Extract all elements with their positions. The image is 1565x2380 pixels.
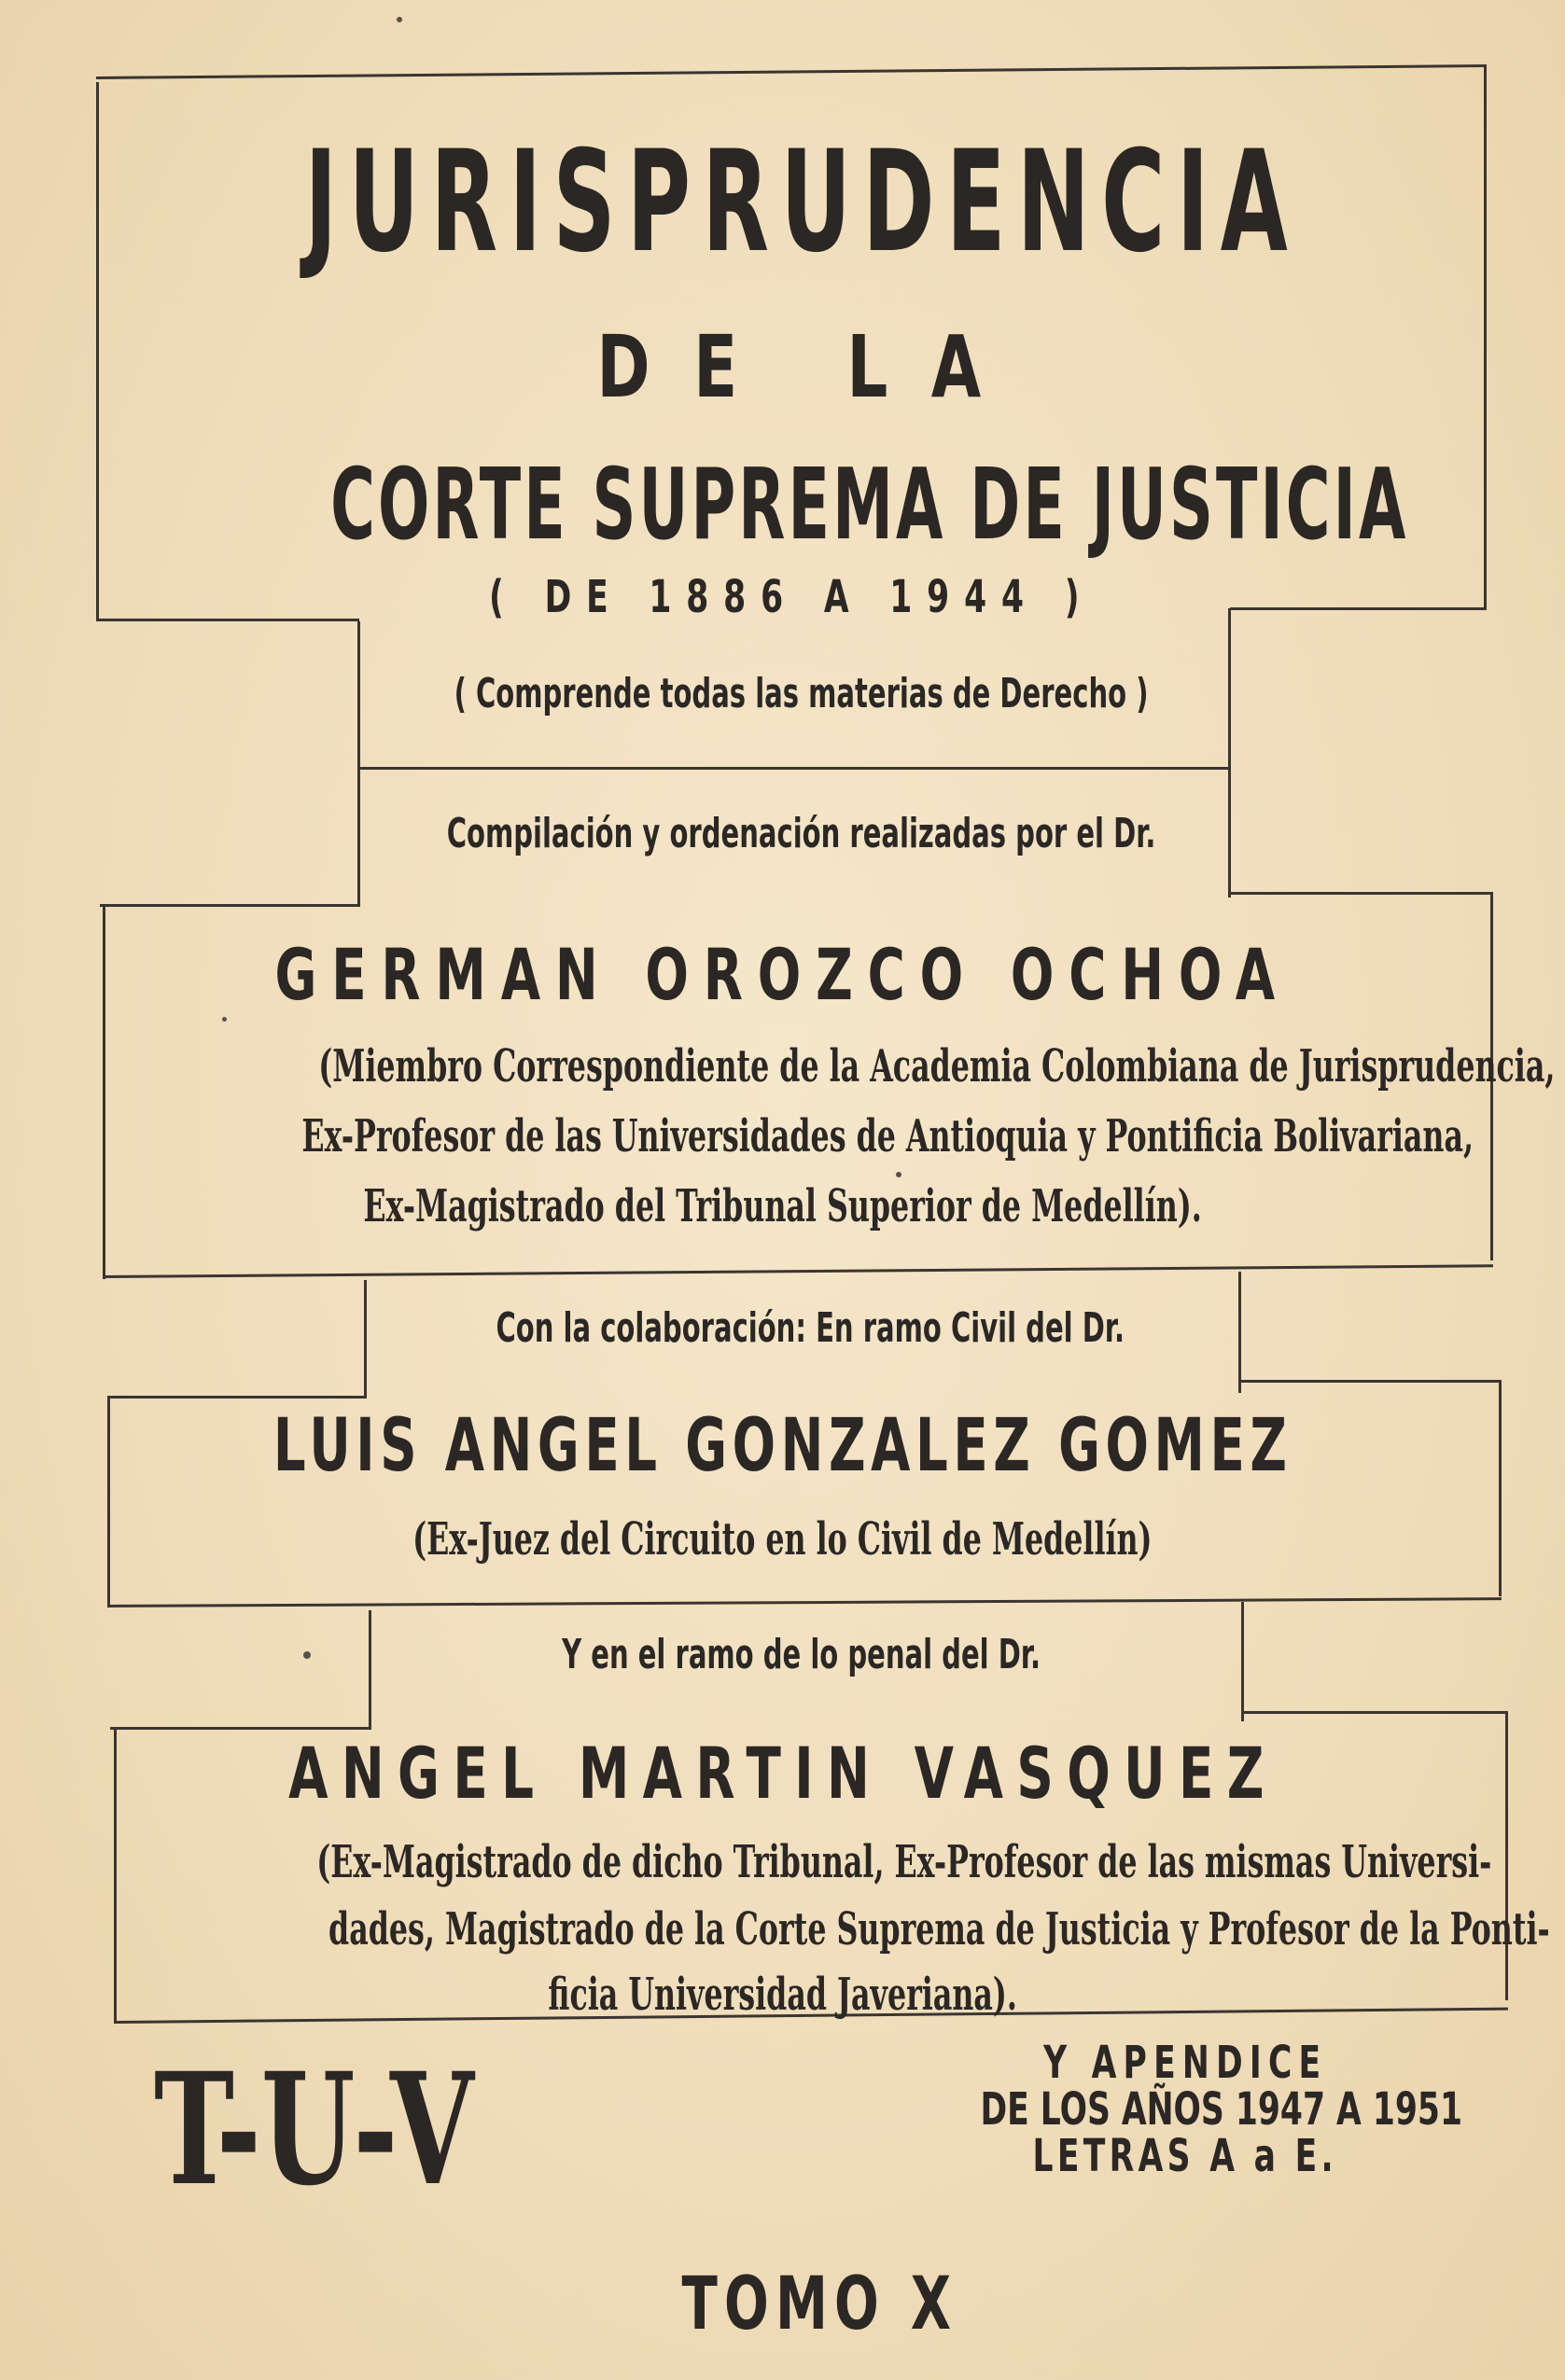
years-text: ( DE 1886 A 1944 ) bbox=[489, 571, 1095, 623]
appendix-text: DE LOS AÑOS 1947 A 1951 bbox=[980, 2083, 1463, 2136]
subjects-text: ( Comprende todas las materias de Derecho ) bbox=[454, 670, 1149, 717]
compiler-intro-text: Compilación y ordenación realizadas por el Dr. bbox=[446, 810, 1156, 857]
penal-credentials-text: (Ex-Magistrado de dicho Tribunal, Ex-Profesor de las mismas Universi- bbox=[316, 1836, 1492, 1888]
penal-box-top-right bbox=[1241, 1711, 1505, 1714]
compiler-credentials-text: (Miembro Correspondiente de la Academia Colombiana de Jurisprudencia, bbox=[318, 1040, 1556, 1093]
court-heading bbox=[0, 448, 1565, 562]
penal-name-text: ANGEL MARTIN VASQUEZ bbox=[287, 1732, 1278, 1815]
compiler-credentials-line bbox=[0, 1180, 1565, 1232]
penal-credentials-line bbox=[14, 1903, 1565, 1955]
de-la-text: DE LA bbox=[596, 317, 1025, 417]
compiler-credentials-line bbox=[0, 1110, 1565, 1162]
compiler-box-bottom bbox=[103, 1264, 1493, 1278]
penal-credentials-text: ficia Universidad Javeriana). bbox=[548, 1969, 1017, 2021]
court-text: CORTE SUPREMA DE JUSTICIA bbox=[330, 448, 1409, 562]
volume-number bbox=[37, 2262, 1565, 2346]
civil-collaborator-credentials bbox=[0, 1513, 1565, 1566]
civil-box-bottom bbox=[107, 1597, 1502, 1608]
compiler-name-text: GERMAN OROZCO OCHOA bbox=[274, 933, 1291, 1016]
volume-letters: T-U-V bbox=[154, 2039, 474, 2220]
main-title-text: JURISPRUDENCIA bbox=[304, 121, 1300, 284]
appendix-text: Y APENDICE bbox=[1042, 2037, 1328, 2089]
ink-speck bbox=[397, 17, 402, 22]
penal-credentials-line bbox=[14, 1836, 1565, 1888]
penal-collaborator-name bbox=[0, 1732, 1565, 1815]
civil-collaborator-name bbox=[0, 1404, 1565, 1488]
penal-credentials-line bbox=[0, 1969, 1565, 2021]
years-range bbox=[9, 571, 1565, 623]
civil-box-top-right bbox=[1238, 1380, 1500, 1383]
penal-credentials-text: dades, Magistrado de la Corte Suprema de Justicia y Profesor de la Ponti- bbox=[328, 1903, 1550, 1955]
compiler-credentials-text: Ex-Magistrado del Tribunal Superior de Medellín). bbox=[363, 1180, 1202, 1232]
penal-intro-text: Y en el ramo de lo penal del Dr. bbox=[562, 1631, 1041, 1678]
civil-name-text: LUIS ANGEL GONZALEZ GOMEZ bbox=[272, 1404, 1293, 1488]
civil-intro-text: Con la colaboración: En ramo Civil del Dr. bbox=[496, 1304, 1125, 1352]
civil-box-top-left bbox=[107, 1396, 367, 1399]
appendix-line bbox=[859, 2130, 1512, 2182]
compiler-intro bbox=[19, 810, 1565, 857]
de-la-heading bbox=[28, 317, 1565, 417]
subject-box-divider bbox=[357, 767, 1228, 770]
civil-credentials-text: (Ex-Juez del Circuito en lo Civil de Medellín) bbox=[412, 1513, 1153, 1566]
compiler-credentials-text: Ex-Profesor de las Universidades de Antioquia y Pontificia Bolivariana, bbox=[301, 1110, 1474, 1162]
appendix-line bbox=[859, 2037, 1512, 2089]
penal-box-top-left bbox=[110, 1727, 371, 1730]
compiler-box-top-left bbox=[100, 904, 359, 907]
civil-collaborator-intro bbox=[28, 1304, 1565, 1352]
volume-text: TOMO X bbox=[681, 2262, 958, 2346]
compiler-name bbox=[0, 933, 1565, 1016]
appendix-line bbox=[887, 2083, 1540, 2136]
compiler-credentials-line bbox=[0, 1040, 1565, 1093]
subject-box-left bbox=[357, 621, 360, 907]
main-title bbox=[0, 121, 1565, 284]
ink-speck bbox=[303, 1651, 311, 1659]
appendix-text: LETRAS A a E. bbox=[1032, 2130, 1338, 2182]
subjects-note bbox=[19, 670, 1565, 717]
compiler-box-top-right bbox=[1228, 892, 1493, 895]
title-box-top bbox=[96, 64, 1487, 79]
ink-speck bbox=[222, 1017, 227, 1022]
penal-collaborator-intro bbox=[19, 1631, 1565, 1678]
ink-speck bbox=[896, 1172, 901, 1177]
